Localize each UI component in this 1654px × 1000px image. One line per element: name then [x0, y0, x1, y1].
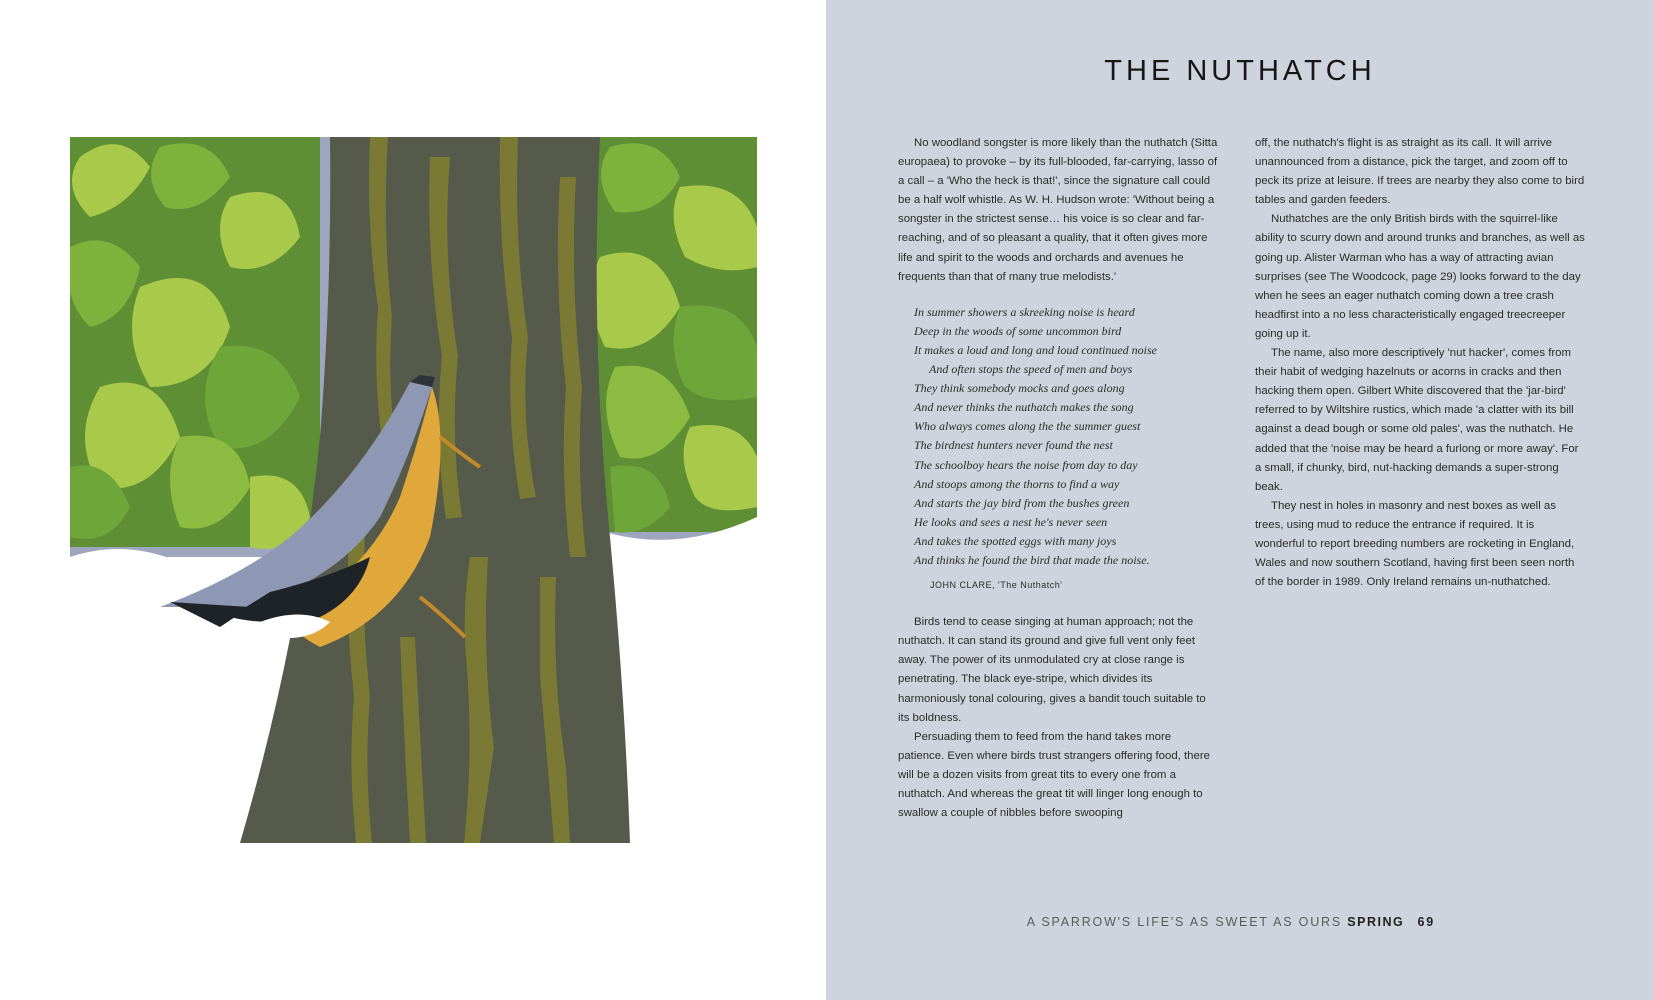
text-column-left: [898, 134, 1220, 823]
poem-attribution: JOHN CLARE, 'The Nuthatch': [930, 580, 1063, 591]
poem-line: And never thinks the nuthatch makes the song: [914, 400, 1134, 415]
paragraph: Nuthatches are the only British birds with the squirrel-like ability to scurry down and around trunks and branches, as well as going up. Alister Warman who has a way of attracting avian surprises (see The Woodcock, page 29) looks forward to the day when he sees an eager nuthatch coming down a tree crash headfirst into a no less characteristically engaged treecreeper going up it.: [1255, 213, 1585, 340]
page-title: THE NUTHATCH: [1104, 55, 1376, 87]
text-column-right: [1255, 134, 1585, 592]
section-name: SPRING: [1347, 915, 1405, 929]
left-page: [0, 0, 826, 1000]
poem-line: The birdnest hunters never found the nest: [914, 438, 1113, 453]
paragraph: The name, also more descriptively 'nut hacker', comes from their habit of wedging hazelnuts or acorns in cracks and then hacking them open. Gilbert White discovered that the 'jar-bird' referred to by Wiltshire rustics, which made 'a clatter with its bill against a dead bough or some old pales', was the nuthatch. He added that the 'noise may be heard a furlong or more away'. For a small, if chunky, bird, nut-hacking demands a super-strong beak.: [1255, 347, 1579, 493]
poem-line: Who always comes along the the summer guest: [914, 419, 1141, 434]
paragraph: They nest in holes in masonry and nest boxes as well as trees, using mud to reduce the entrance if required. It is wonderful to report breeding numbers are rocketing in England, Wales and now southern Scotland, having first been seen north of the border in 1989. Only Ireland remains un-nuthatched.: [1255, 499, 1575, 589]
right-page: [826, 0, 1654, 1000]
book-title: A SPARROW'S LIFE'S AS SWEET AS OURS: [1026, 915, 1342, 929]
poem-line: And often stops the speed of men and boys: [929, 362, 1133, 377]
nuthatch-illustration: [70, 137, 757, 843]
poem-line: And thinks he found the bird that made the noise.: [914, 552, 1150, 567]
paragraph: Birds tend to cease singing at human approach; not the nuthatch. It can stand its ground and give full vent only feet away. The power of its unmodulated cry at close range is penetrating. The black eye-stripe, which divides its harmoniously tonal colouring, gives a bandit touch suitable to its boldness.: [898, 616, 1206, 724]
page-number: 69: [1417, 915, 1435, 929]
nuthatch-artwork: [70, 137, 757, 843]
poem-line: They think somebody mocks and goes along: [914, 381, 1125, 396]
poem-line: He looks and sees a nest he's never seen: [914, 514, 1108, 529]
poem-line: And starts the jay bird from the bushes green: [914, 495, 1130, 510]
poem-line: In summer showers a skreeking noise is heard: [914, 304, 1135, 319]
poem-line: And stoops among the thorns to find a way: [914, 476, 1120, 491]
paragraph: No woodland songster is more likely than the nuthatch (Sitta europaea) to provoke – by its full-blooded, far-carrying, lasso of a call – a 'Who the heck is that!', since the signature call could be a half wolf whistle. As W. H. Hudson wrote: 'Without being a songster in the strictest sense… his voice is so clear and far-reaching, and of so pleasant a quality, that it often gives more life and spirit to the woods and orchards and avenues he frequents than that of many true melodists.': [898, 137, 1218, 283]
paragraph: Persuading them to feed from the hand takes more patience. Even where birds trust strangers offering food, there will be a dozen visits from great tits to every one from a nuthatch. And whereas the great tit will linger long enough to swallow a couple of nibbles before swooping: [898, 730, 1210, 820]
poem-line: The schoolboy hears the noise from day to day: [914, 457, 1138, 472]
running-footer: [826, 915, 1435, 929]
poem-line: It makes a loud and long and loud continued noise: [914, 342, 1157, 357]
poem-line: Deep in the woods of some uncommon bird: [914, 323, 1122, 338]
paragraph: off, the nuthatch's flight is as straight as its call. It will arrive unannounced from a distance, pick the target, and zoom off to peck its prize at leisure. If trees are nearby they also come to bird tables and garden feeders.: [1255, 137, 1585, 207]
poem-line: And takes the spotted eggs with many joys: [914, 533, 1117, 548]
poem: [914, 303, 1220, 570]
